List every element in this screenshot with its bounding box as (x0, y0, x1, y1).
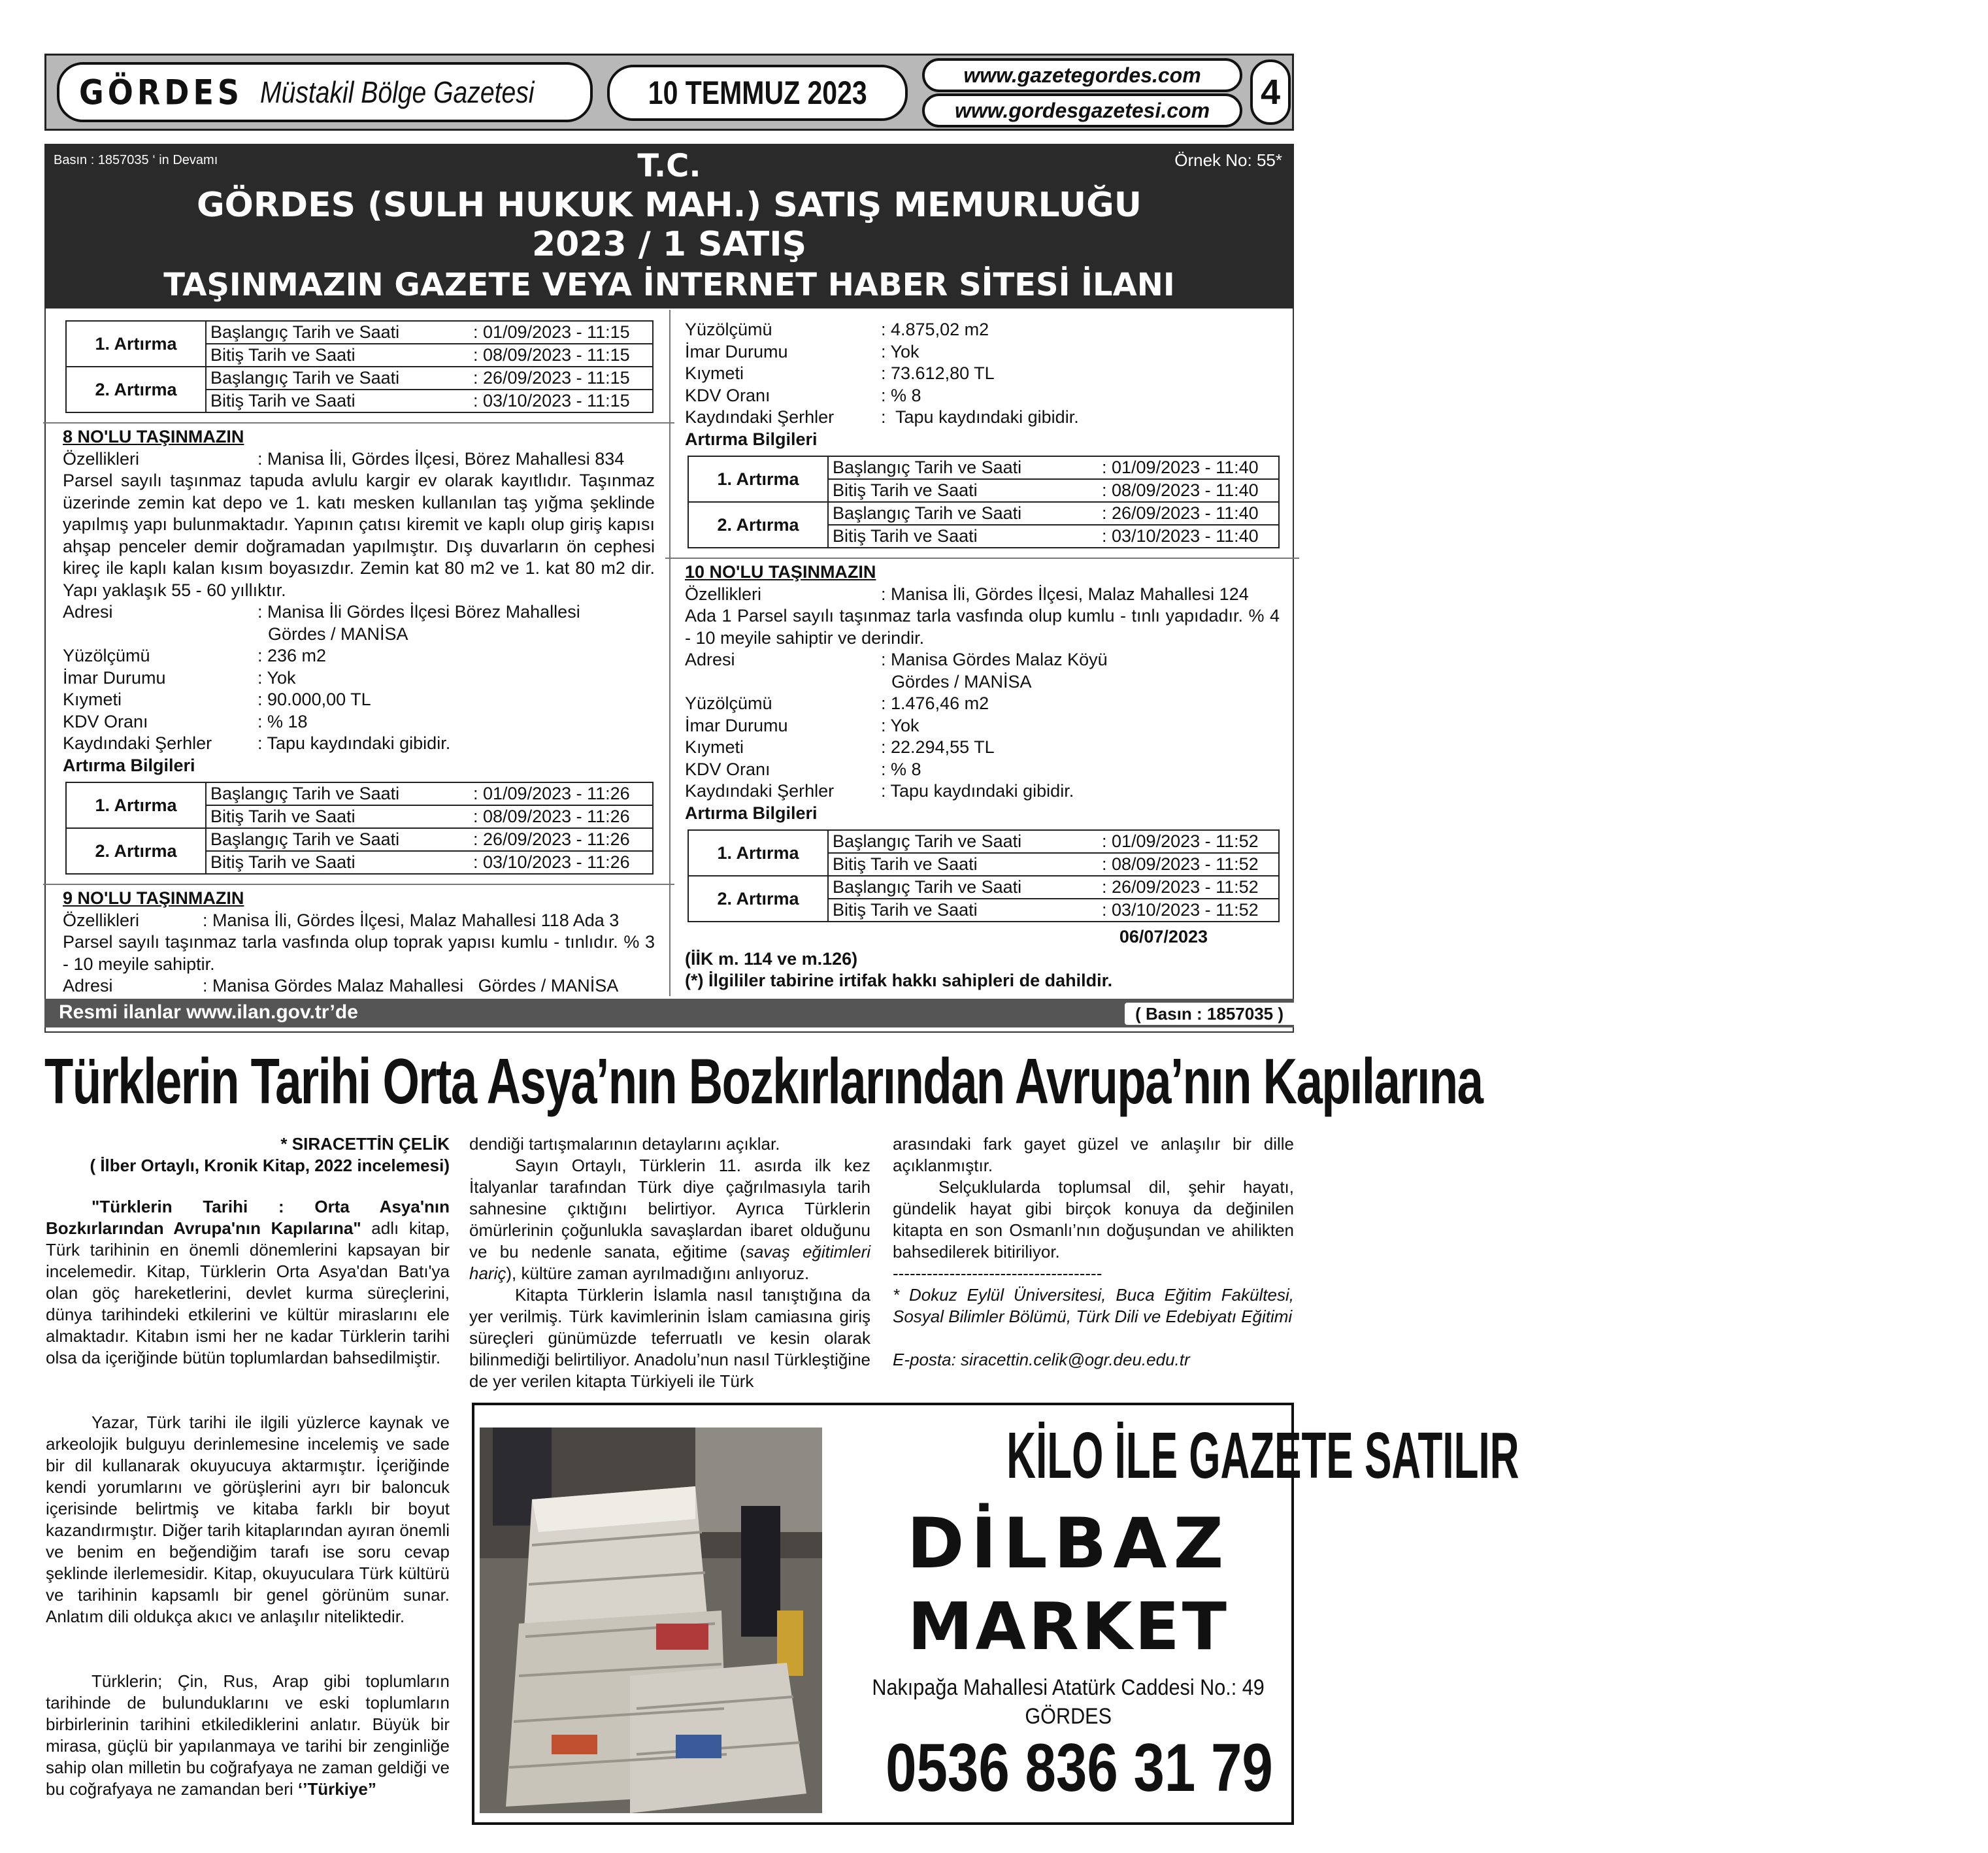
notice-left-column (63, 320, 655, 997)
area-label: Yüzölçümü (685, 320, 772, 339)
features-label: Özellikleri (63, 910, 140, 930)
auction-2-start: : 26/09/2023 - 11:52 (1098, 876, 1279, 899)
auction-2-end: : 03/10/2023 - 11:26 (469, 851, 653, 874)
article-column-2 (469, 1133, 870, 1392)
website-2[interactable]: www.gordesgazetesi.com (954, 98, 1210, 122)
auction-1-label: 1. Artırma (66, 782, 206, 828)
start-label: Başlangıç Tarih ve Saati (828, 830, 1098, 853)
auction-1-label: 1. Artırma (688, 456, 828, 502)
property-9-area: : 4.875,02 m2 (881, 320, 989, 339)
newspaper-stack-photo (480, 1427, 822, 1813)
property-9-features: Parsel sayılı taşınmaz tarla vasfında olup toprak yapısı kumlu - tınlıdır. % 3 - 10 meyile sahiptir. (63, 932, 655, 974)
auction-2-label: 2. Artırma (688, 502, 828, 548)
ad-tagline (850, 1418, 1519, 1494)
auction-1-start: : 01/09/2023 - 11:40 (1098, 456, 1279, 479)
property-8-features: Parsel sayılı taşınmaz tapuda avlulu kargir ev olarak kayıtlıdır. Taşınmaz üzerinde zemin kat depo ve 1. katı mesken kullanılan taş yığma şeklinde yapılmış yapı bulunmaktadır. Yapının çatısı kiremit ve kaplı olup giriş kapısı ahşap penceler demir doğramadan yapılmıştır. Dış duvarların ön cephesi kireç ile kaplı kalan kısım boyasızdır. Zemin kat 80 m2 ve 1. kat 80 m2 dir. Yapı yaklaşık 55 - 60 yıllıktır. (63, 471, 655, 600)
auction-2-end: : 03/10/2023 - 11:52 (1098, 899, 1279, 922)
auction-1-end: : 08/09/2023 - 11:15 (469, 344, 653, 367)
auction-2-end: : 03/10/2023 - 11:15 (469, 390, 653, 412)
property-8-title: 8 NO'LU TAŞINMAZIN (63, 427, 244, 446)
notice-heading-sale: 2023 / 1 SATIŞ (531, 225, 807, 264)
vat-label: KDV Oranı (63, 711, 148, 731)
property-9-zoning: : Yok (881, 341, 919, 361)
address-label: Adresi (685, 650, 735, 669)
property-8-zoning: : Yok (257, 667, 296, 688)
auction-2-start: : 26/09/2023 - 11:15 (469, 367, 653, 390)
notice-heading-type: TAŞINMAZIN GAZETE VEYA İNTERNET HABER SİTESİ İLANI (163, 267, 1175, 303)
property-10-annotations: : Tapu kaydındaki gibidir. (881, 781, 1074, 801)
auction-2-start: : 26/09/2023 - 11:26 (469, 828, 653, 851)
zoning-label: İmar Durumu (685, 341, 788, 361)
issue-date: 10 TEMMUZ 2023 (648, 75, 867, 111)
property-10-title: 10 NO'LU TAŞINMAZIN (685, 562, 876, 582)
auction-info-label: Artırma Bilgileri (685, 429, 818, 449)
article-col2-p3: Kitapta Türklerin İslamla nasıl tanıştığına da yer verilmiş. Türk kavimlerinin İslam camiasına giriş süreçleri günümüzde teferruatlı ve kesin olarak bilinmediği belirtiliyor. Anadolu’nun nasıl Türkleştiğine de yer verilen kitapta Türkiyeli ile Türk (469, 1285, 870, 1391)
article-col3-p1: arasındaki fark gayet güzel ve anlaşılır bir dille açıklanmıştır. (893, 1134, 1294, 1175)
ad-store-name-1: DİLBAZ (906, 1503, 1231, 1584)
auction-1-end: : 08/09/2023 - 11:52 (1098, 853, 1279, 876)
auction-1-end: : 08/09/2023 - 11:40 (1098, 479, 1279, 502)
zoning-label: İmar Durumu (685, 715, 788, 735)
notice-heading-tc: T.C. (637, 148, 701, 184)
auction-2-label: 2. Artırma (66, 367, 206, 412)
end-label: Bitiş Tarih ve Saati (828, 479, 1098, 502)
auction-1-start: : 01/09/2023 - 11:52 (1098, 830, 1279, 853)
article-col2-p2a: Sayın Ortaylı, Türklerin 11. asırda ilk kez İtalyanlar tarafından Türk diye çağrılmasıyla tarih sahnesine çıktığını belirtiyor. Ayrıca Türklerin ömürlerinin çoğunlukla savaşlardan ibaret olduğunu ve bu nedenle sanata, eğitime ( (469, 1156, 870, 1261)
article-headline-text: Türklerin Tarihi Orta Asya’nın Bozkırlarından Avrupa’nın Kapılarına (44, 1045, 1483, 1117)
auction-table-9 (688, 456, 1280, 548)
sample-number: Örnek No: 55* (1174, 150, 1282, 170)
auction-table-10 (688, 829, 1280, 922)
notice-right-column (685, 319, 1280, 992)
auction-1-start: : 01/09/2023 - 11:15 (469, 321, 653, 344)
ad-tagline-text: KİLO İLE GAZETE SATILIR (1006, 1419, 1519, 1492)
article-paragraph-3-end: ‘’Türkiye” (297, 1779, 376, 1799)
article-column-3 (893, 1133, 1294, 1371)
property-8-address: : Manisa İli Gördes İlçesi Börez Mahallesi (257, 602, 580, 622)
auction-info-label: Artırma Bilgileri (685, 803, 818, 823)
auction-info-label: Artırma Bilgileri (63, 755, 195, 775)
property-10-features-intro: : Manisa İli, Gördes İlçesi, Malaz Mahallesi 124 (881, 584, 1249, 604)
basin-number: ( Basın : 1857035 ) (1125, 1003, 1294, 1025)
book-title: "Türklerin Tarihi : Orta Asya'nın Bozkırlarından Avrupa'nın Kapılarına" (46, 1197, 450, 1238)
property-9-address: : Manisa Gördes Malaz Mahallesi Gördes / MANİSA (203, 976, 619, 995)
ad-phone[interactable] (843, 1729, 1294, 1807)
author-affiliation: * Dokuz Eylül Üniversitesi, Buca Eğitim Fakültesi, Sosyal Bilimler Bölümü, Türk Dili ve Edebiyatı Eğitimi (893, 1285, 1294, 1326)
property-9-value: : 73.612,80 TL (881, 363, 995, 383)
end-label: Bitiş Tarih ve Saati (828, 899, 1098, 922)
article-review-line: ( İlber Ortaylı, Kronik Kitap, 2022 incelemesi) (90, 1156, 450, 1175)
start-label: Başlangıç Tarih ve Saati (206, 367, 469, 390)
start-label: Başlangıç Tarih ve Saati (828, 876, 1098, 899)
end-label: Bitiş Tarih ve Saati (206, 805, 469, 828)
zoning-label: İmar Durumu (63, 667, 166, 688)
article-col2-p1: dendiği tartışmalarının detaylarını açıklar. (469, 1134, 780, 1154)
author-email[interactable]: E-posta: siracettin.celik@ogr.deu.edu.tr (893, 1350, 1190, 1369)
property-8-value: : 90.000,00 TL (257, 690, 371, 709)
property-8-annotations: : Tapu kaydındaki gibidir. (257, 733, 451, 753)
ad-address-line-1: Nakıpağa Mahallesi Atatürk Caddesi No.: 49 (872, 1675, 1265, 1700)
features-label: Özellikleri (63, 448, 140, 469)
end-label: Bitiş Tarih ve Saati (828, 853, 1098, 876)
address-label: Adresi (63, 976, 113, 995)
article-col2-p2-italic: savaş eğitimleri hariç (469, 1242, 871, 1283)
start-label: Başlangıç Tarih ve Saati (206, 782, 469, 805)
auction-1-label: 1. Artırma (66, 321, 206, 367)
area-label: Yüzölçümü (685, 693, 772, 713)
page-number-box (1250, 59, 1291, 125)
end-label: Bitiş Tarih ve Saati (206, 344, 469, 367)
website-link-1[interactable] (922, 58, 1242, 92)
notice-footer (44, 999, 1294, 1027)
article-separator: ------------------------------------- (893, 1263, 1102, 1283)
official-ads-link[interactable]: Resmi ilanlar www.ilan.gov.tr’de (59, 1001, 358, 1023)
value-label: Kıymeti (63, 690, 122, 709)
auction-table-7 (65, 320, 654, 413)
end-label: Bitiş Tarih ve Saati (206, 851, 469, 874)
ad-phone-number[interactable]: 0536 836 31 79 (886, 1730, 1273, 1806)
article-headline (44, 1044, 1483, 1129)
article-author: * SIRACETTİN ÇELİK (280, 1134, 450, 1154)
auction-1-start: : 01/09/2023 - 11:26 (469, 782, 653, 805)
auction-2-label: 2. Artırma (688, 876, 828, 922)
start-label: Başlangıç Tarih ve Saati (206, 828, 469, 851)
features-label: Özellikleri (685, 584, 762, 604)
issue-date-box (607, 65, 908, 121)
notice-date: 06/07/2023 (1119, 927, 1208, 946)
vat-label: KDV Oranı (685, 385, 770, 405)
auction-2-start: : 26/09/2023 - 11:40 (1098, 502, 1279, 525)
start-label: Başlangıç Tarih ve Saati (828, 456, 1098, 479)
article-paragraph-1: adlı kitap, Türk tarihinin en önemli dönemlerini kapsayan bir incelemedir. Kitap, Türklerin Orta Asya'dan Batı'ya olan göç hareketlerini, devlet kurma süreçlerini, dünya tarihindeki etkilerini ve kültür miraslarını ele almaktadır. Kitabın ismi her ne kadar Türklerin tarihi olsa da içeriğinde bütün toplumlardan bahsedilmiştir. (46, 1218, 450, 1367)
value-label: Kıymeti (685, 737, 744, 757)
end-label: Bitiş Tarih ve Saati (828, 525, 1098, 548)
notice-heading-office: GÖRDES (SULH HUKUK MAH.) SATIŞ MEMURLUĞU (197, 186, 1142, 225)
annotations-label: Kaydındaki Şerhler (63, 733, 212, 753)
page-number: 4 (1260, 73, 1281, 112)
auction-2-label: 2. Artırma (66, 828, 206, 874)
property-9-title: 9 NO'LU TAŞINMAZIN (63, 888, 244, 908)
vat-label: KDV Oranı (685, 759, 770, 779)
auction-1-label: 1. Artırma (688, 830, 828, 876)
notice-header (44, 144, 1294, 309)
basin-continued: Basın : 1857035 ‘ in Devamı (54, 153, 218, 167)
property-10-vat: : % 8 (881, 759, 921, 779)
property-10-value: : 22.294,55 TL (881, 737, 995, 757)
property-9-features-intro: : Manisa İli, Gördes İlçesi, Malaz Mahallesi 118 Ada 3 (203, 910, 620, 930)
start-label: Başlangıç Tarih ve Saati (206, 321, 469, 344)
masthead (44, 54, 1294, 131)
property-8-features-intro: : Manisa İli, Gördes İlçesi, Börez Mahallesi 834 (257, 448, 625, 469)
ad-store-name-2: MARKET (908, 1588, 1229, 1665)
address-label: Adresi (63, 602, 113, 622)
ad-address-line-2: GÖRDES (1025, 1704, 1112, 1729)
property-8-address-city: Gördes / MANİSA (268, 624, 408, 644)
property-9-annotations: : Tapu kaydındaki gibidir. (881, 407, 1079, 427)
property-10-area: : 1.476,46 m2 (881, 693, 989, 713)
value-label: Kıymeti (685, 363, 744, 383)
brand-name: GÖRDES (79, 71, 244, 113)
ad-address (843, 1673, 1294, 1731)
property-10-features: Ada 1 Parsel sayılı taşınmaz tarla vasfında olup kumlu - tınlı yapıdadır. % 4 - 10 meyile sahiptir ve derindir. (685, 606, 1280, 648)
website-link-2[interactable] (922, 93, 1242, 127)
property-10-address-city: Gördes / MANİSA (891, 671, 1032, 692)
notice-footnote: (*) İlgililer tabirine irtifak hakkı sahipleri de dahildir. (685, 971, 1113, 990)
annotations-label: Kaydındaki Şerhler (685, 781, 835, 801)
annotations-label: Kaydındaki Şerhler (685, 407, 835, 427)
article-col2-p2b: ), kültüre zaman ayrılmadığını anlıyoruz. (506, 1263, 810, 1283)
property-9-vat: : % 8 (881, 385, 921, 405)
auction-2-end: : 03/10/2023 - 11:40 (1098, 525, 1279, 548)
property-10-address: : Manisa Gördes Malaz Köyü (881, 650, 1108, 669)
article-column-1 (46, 1133, 450, 1800)
property-10-zoning: : Yok (881, 715, 919, 735)
property-8-area: : 236 m2 (257, 646, 327, 665)
article-paragraph-3: Türklerin; Çin, Rus, Arap gibi toplumların tarihinde de bulunduklarını ve eski toplumların birbirlerinin tarihini etkilediklerini anlatır. Büyük bir mirasa, güçlü bir yapılanmaya ve tarihi bir zenginliğe sahip olan milletin bu coğrafyaya ne zaman geldiği ve bu coğrafyaya ne zamandan beri (46, 1671, 450, 1799)
end-label: Bitiş Tarih ve Saati (206, 390, 469, 412)
article-col3-p2: Selçuklularda toplumsal dil, şehir hayatı, gündelik hayat gibi birçok konuya da değinilen kitapta en son Osmanlı’nın doğuşundan ve ahilikten bahsedilerek bitiriliyor. (893, 1177, 1294, 1261)
auction-1-end: : 08/09/2023 - 11:26 (469, 805, 653, 828)
legal-reference: (İİK m. 114 ve m.126) (685, 948, 858, 969)
area-label: Yüzölçümü (63, 646, 150, 665)
newspaper-brand (57, 62, 593, 122)
start-label: Başlangıç Tarih ve Saati (828, 502, 1098, 525)
website-1[interactable]: www.gazetegordes.com (963, 63, 1201, 87)
auction-table-8 (65, 782, 654, 875)
article-paragraph-2: Yazar, Türk tarihi ile ilgili yüzlerce kaynak ve arkeolojik bulguyu derinlemesine incelemiş ve sade bir dil kullanarak okuyucuya aktarmıştır. İçeriğinde kendi yorumlarını ve görüşlerini ayrı bir baloncuk içerisinde belirtmiş ve kitaba farklı bir boyut kazandırmıştır. Diğer tarih kitaplarından ayıran önemli ve benim en beğendiğim tarafı ise soru cevap şeklinde ilerlemesidir. Kitap, okuyuculara Türk kültürü ve tarihinin kapsamlı bir genel görünüm sunar. Anlatım dili oldukça akıcı ve anlaşılır niteliktedir. (46, 1412, 450, 1626)
brand-subtitle: Müstakil Bölge Gazetesi (260, 75, 535, 109)
property-8-vat: : % 18 (257, 711, 308, 731)
